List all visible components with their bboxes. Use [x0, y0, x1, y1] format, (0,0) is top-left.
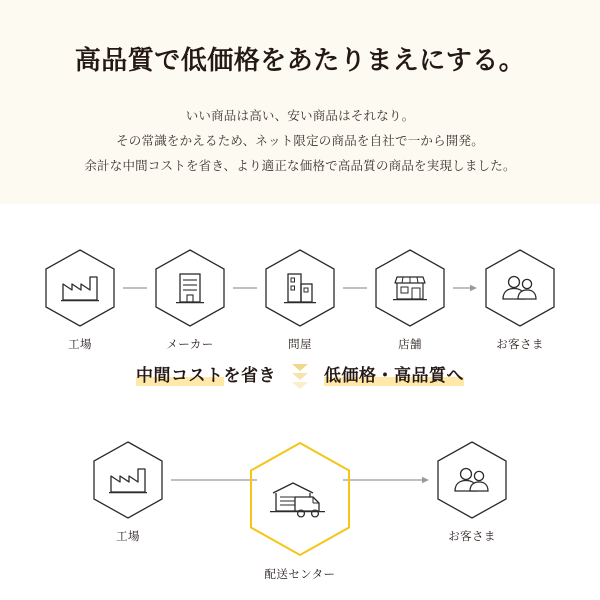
caption-left-highlight: 中間コスト	[136, 366, 224, 386]
node-label: 工場	[116, 531, 140, 543]
caption-left-rest: を省き	[223, 366, 276, 386]
node-customer-bottom	[429, 440, 515, 544]
hex-factory-top	[44, 248, 116, 328]
hexagon-outline	[92, 440, 164, 520]
hexagon-outline	[44, 248, 116, 328]
hexagon-outline	[374, 248, 446, 328]
connector-line	[343, 248, 367, 328]
connector-arrow	[453, 248, 477, 328]
diagram-bottom-row	[0, 440, 600, 582]
hex-customer-top	[484, 248, 556, 328]
subtext-line-1: いい商品は高い、安い商品はそれなり。	[185, 108, 415, 123]
hexagon-outline	[436, 440, 508, 520]
hexagon-outline	[484, 248, 556, 328]
node-label: お客さま	[496, 339, 544, 351]
chevron-down-icon	[292, 364, 308, 389]
caption-right	[324, 367, 464, 386]
hexagon-outline	[154, 248, 226, 328]
distribution-diagram	[0, 204, 600, 600]
node-delivery-center	[257, 440, 343, 582]
hex-wholesaler	[264, 248, 336, 328]
connector-line	[123, 248, 147, 328]
middle-caption	[0, 364, 600, 389]
node-label: 店舗	[398, 339, 422, 351]
hex-factory-bottom	[92, 440, 164, 520]
hex-maker	[154, 248, 226, 328]
node-store	[367, 248, 453, 352]
node-maker	[147, 248, 233, 352]
caption-left	[136, 367, 276, 386]
hexagon-outline	[264, 248, 336, 328]
headline-subtext	[24, 104, 576, 179]
connector-line	[233, 248, 257, 328]
node-label: お客さま	[448, 531, 496, 543]
node-label: 問屋	[288, 339, 312, 351]
node-label: 工場	[68, 339, 92, 351]
hexagon-outline-accent	[246, 440, 354, 558]
hex-store	[374, 248, 446, 328]
hex-delivery-center	[246, 440, 354, 558]
connector-arrow	[343, 440, 429, 520]
arrow-right-icon	[453, 283, 477, 293]
headline-band	[0, 0, 600, 204]
node-factory-bottom	[85, 440, 171, 544]
subtext-line-3: 余計な中間コストを省き、より適正な価格で高品質の商品を実現しました。	[84, 158, 516, 173]
node-label: メーカー	[166, 339, 214, 351]
arrow-right-icon	[343, 475, 429, 485]
node-customer-top	[477, 248, 563, 352]
subtext-line-2: その常識をかえるため、ネット限定の商品を自社で一から開発。	[116, 133, 484, 148]
node-label: 配送センター	[264, 569, 336, 581]
node-wholesaler	[257, 248, 343, 352]
caption-right-highlight: 低価格・高品質へ	[324, 366, 464, 386]
node-factory-top	[37, 248, 123, 352]
diagram-top-row	[0, 248, 600, 352]
connector-line	[171, 440, 257, 520]
page-title: 高品質で低価格をあたりまえにする。	[74, 45, 526, 75]
hex-customer-bottom	[436, 440, 508, 520]
